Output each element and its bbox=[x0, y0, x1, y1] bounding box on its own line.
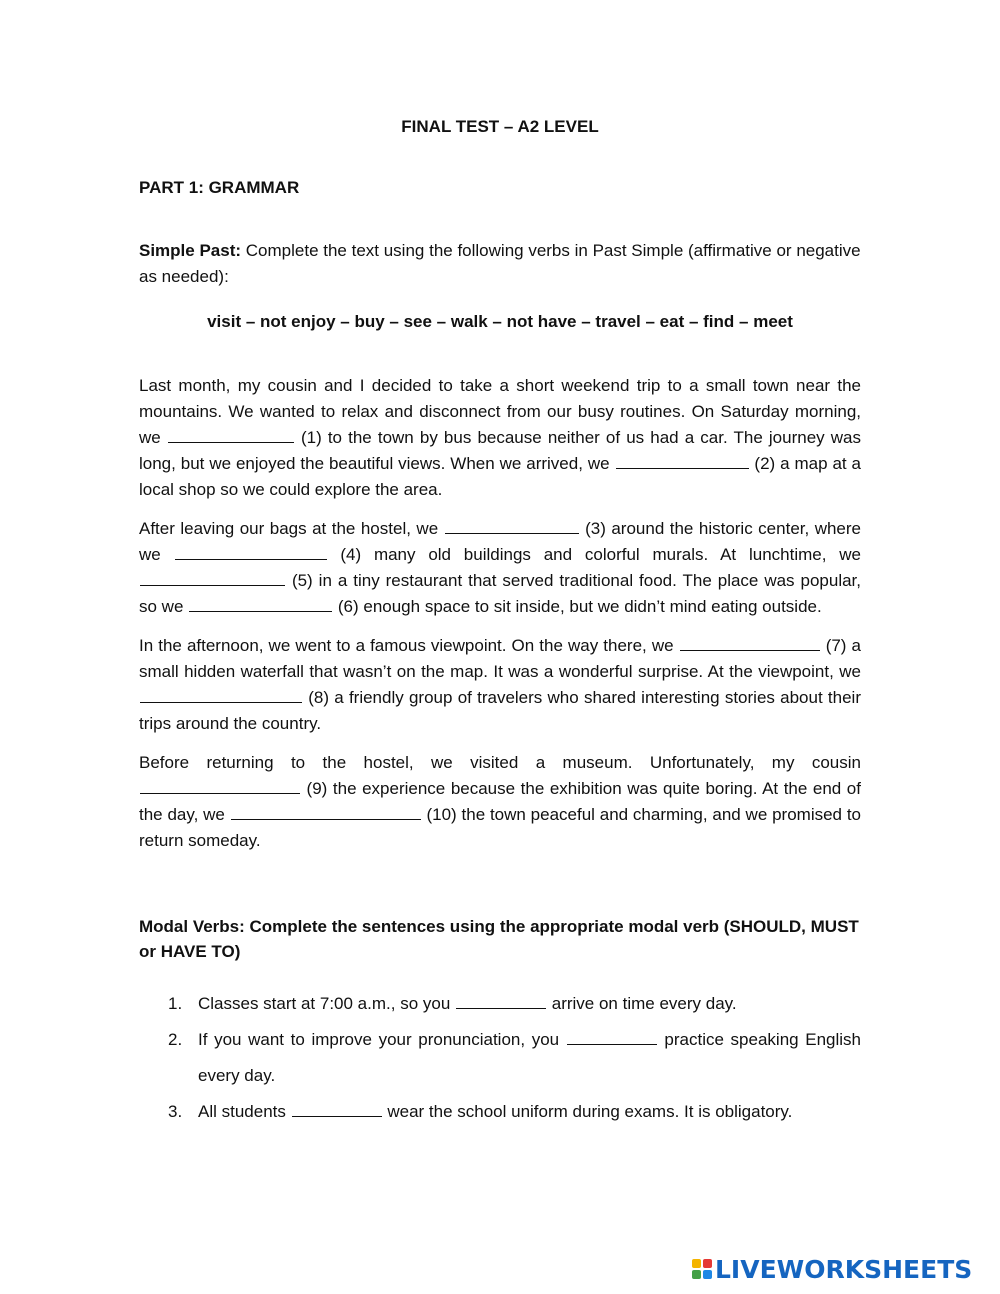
story-paragraph-4 bbox=[139, 750, 861, 854]
item-number: 3. bbox=[168, 1102, 183, 1121]
page-title: FINAL TEST – A2 LEVEL bbox=[401, 117, 599, 136]
story-paragraph-3 bbox=[139, 633, 861, 737]
story-paragraph-2 bbox=[139, 516, 861, 620]
simple-past-instruction-text: Complete the text using the following verbs in Past Simple (affirmative or negative as needed): bbox=[139, 241, 861, 286]
liveworksheets-logo bbox=[692, 1254, 972, 1284]
story-text-span: Before returning to the hostel, we visited a museum. Unfortunately, my cousin bbox=[139, 753, 861, 772]
story-text-span: (4) many old buildings and colorful murals. At lunchtime, we bbox=[327, 545, 861, 564]
story-text-span: (2) a map at a local shop so we could explore the area. bbox=[139, 454, 861, 499]
word-bank: visit – not enjoy – buy – see – walk – not have – travel – eat – find – meet bbox=[207, 312, 793, 331]
blank-4-input[interactable] bbox=[175, 542, 327, 560]
story-text-span: After leaving our bags at the hostel, we bbox=[139, 519, 444, 538]
list-item bbox=[139, 986, 861, 1022]
story-text-span: In the afternoon, we went to a famous viewpoint. On the way there, we bbox=[139, 636, 679, 655]
story-text-span: (7) a small hidden waterfall that wasn’t on the map. It was a wonderful surprise. At the viewpoint, we bbox=[139, 636, 861, 681]
story-text-span: (8) a friendly group of travelers who shared interesting stories about their trips around the country. bbox=[139, 688, 861, 733]
blank-6-input[interactable] bbox=[189, 594, 332, 612]
story-paragraph-1 bbox=[139, 373, 861, 503]
blank-8-input[interactable] bbox=[140, 685, 302, 703]
story-text-span: (6) enough space to sit inside, but we didn’t mind eating outside. bbox=[333, 597, 822, 616]
modal-blank-3-input[interactable] bbox=[292, 1099, 382, 1117]
story-text-span: (10) the town peaceful and charming, and we promised to return someday. bbox=[139, 805, 861, 850]
story-text-span: (1) to the town by bus because neither of us had a car. The journey was long, but we enjoyed the beautiful views. When we arrived, we bbox=[139, 428, 861, 473]
modal-blank-2-input[interactable] bbox=[567, 1027, 657, 1045]
item-text: All students bbox=[198, 1102, 291, 1121]
story-text-span: (3) around the historic center, where we bbox=[139, 519, 861, 564]
liveworksheets-mark-icon bbox=[692, 1259, 712, 1279]
item-text: wear the school uniform during exams. It is obligatory. bbox=[382, 1102, 793, 1121]
simple-past-instructions bbox=[139, 238, 861, 290]
brand-name: LIVEWORKSHEETS bbox=[715, 1254, 973, 1284]
story-text-span: Last month, my cousin and I decided to take a short weekend trip to a small town near the mountains. We wanted to relax and disconnect from our busy routines. On Saturday morning, we bbox=[139, 376, 861, 447]
item-number: 2. bbox=[168, 1030, 183, 1049]
item-text: arrive on time every day. bbox=[547, 994, 737, 1013]
list-item bbox=[139, 1022, 861, 1094]
item-text: If you want to improve your pronunciation, you bbox=[198, 1030, 566, 1049]
blank-10-input[interactable] bbox=[231, 802, 421, 820]
story-text bbox=[139, 373, 861, 867]
story-text-span: (5) in a tiny restaurant that served traditional food. The place was popular, so we bbox=[139, 571, 861, 616]
blank-3-input[interactable] bbox=[445, 516, 579, 534]
blank-5-input[interactable] bbox=[140, 568, 285, 586]
part-heading: PART 1: GRAMMAR bbox=[139, 178, 300, 197]
blank-7-input[interactable] bbox=[680, 633, 820, 651]
story-text-span: (9) the experience because the exhibition was quite boring. At the end of the day, we bbox=[139, 779, 861, 824]
item-number: 1. bbox=[168, 994, 183, 1013]
blank-1-input[interactable] bbox=[168, 425, 294, 443]
simple-past-label: Simple Past: bbox=[139, 241, 242, 260]
modal-verbs-heading: Modal Verbs: Complete the sentences using the appropriate modal verb (SHOULD, MUST or HAVE TO) bbox=[139, 917, 859, 961]
blank-2-input[interactable] bbox=[616, 451, 749, 469]
item-text: practice speaking English every day. bbox=[198, 1030, 861, 1085]
list-item bbox=[139, 1094, 861, 1130]
modal-verbs-list bbox=[139, 986, 861, 1130]
modal-blank-1-input[interactable] bbox=[456, 991, 546, 1009]
item-text: Classes start at 7:00 a.m., so you bbox=[198, 994, 456, 1013]
blank-9-input[interactable] bbox=[140, 776, 300, 794]
